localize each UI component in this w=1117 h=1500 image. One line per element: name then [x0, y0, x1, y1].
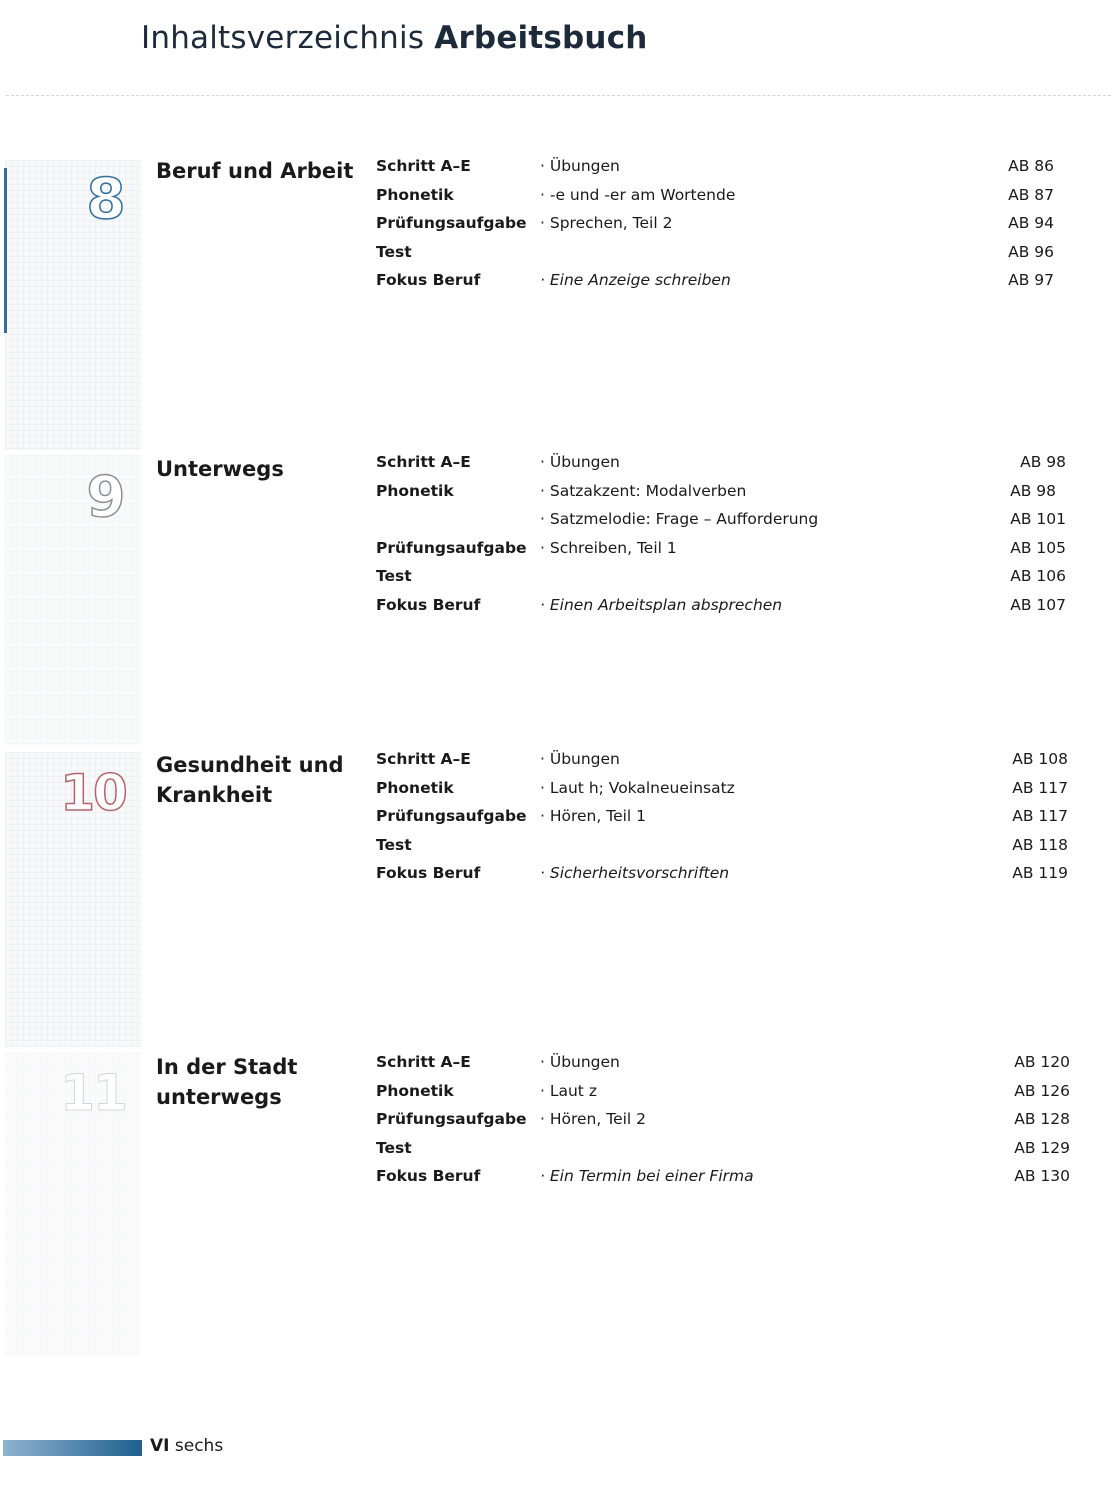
toc-row	[376, 1162, 1076, 1191]
row-page-ref: AB 129	[1014, 1138, 1070, 1157]
row-page-ref: AB 119	[1012, 864, 1068, 883]
row-category: Prüfungsaufgabe	[376, 214, 527, 233]
toc-row	[376, 152, 1076, 181]
chapter-title: Beruf und Arbeit	[156, 159, 354, 183]
page-title-light: Inhaltsverzeichnis	[141, 20, 425, 56]
row-page-ref: AB 118	[1012, 835, 1068, 854]
page-title	[141, 20, 648, 56]
row-category: Fokus Beruf	[376, 864, 481, 883]
row-topic: · Laut h; Vokalneueinsatz	[540, 778, 735, 797]
chapter-number: 9	[86, 465, 126, 530]
chapter-rows	[376, 448, 1076, 620]
toc-row	[376, 1077, 1076, 1106]
toc-row	[376, 266, 1076, 295]
row-topic: · Sprechen, Teil 2	[540, 214, 673, 233]
toc-row	[376, 1134, 1076, 1163]
row-topic: · Übungen	[540, 453, 620, 471]
row-page-ref: AB 98	[1010, 481, 1056, 500]
row-page-ref: AB 107	[1010, 595, 1066, 614]
row-category: Schritt A–E	[376, 750, 471, 768]
header-divider	[6, 95, 1111, 96]
row-page-ref: AB 128	[1014, 1110, 1070, 1129]
toc-row	[376, 831, 1076, 860]
row-page-ref: AB 117	[1012, 778, 1068, 797]
row-category: Test	[376, 242, 412, 261]
row-topic: · Satzakzent: Modalverben	[540, 481, 747, 500]
row-topic: · Hören, Teil 2	[540, 1110, 647, 1129]
row-category: Test	[376, 835, 412, 854]
page-number	[150, 1436, 223, 1456]
row-category: Schritt A–E	[376, 157, 471, 175]
chapter-title: In der Stadt unterwegs	[156, 1055, 298, 1109]
toc-row	[376, 1105, 1076, 1134]
row-category: Prüfungsaufgabe	[376, 1110, 527, 1129]
chapter-accent-line	[4, 168, 7, 333]
row-page-ref: AB 117	[1012, 807, 1068, 826]
chapter-number: 10	[60, 764, 126, 822]
toc-row	[376, 562, 1076, 591]
row-page-ref: AB 105	[1010, 538, 1066, 557]
toc-row	[376, 1048, 1076, 1077]
toc-row	[376, 802, 1076, 831]
chapter-number: 8	[86, 167, 126, 232]
row-topic: · Hören, Teil 1	[540, 807, 647, 826]
chapter-rows	[376, 745, 1076, 888]
row-page-ref: AB 126	[1014, 1081, 1070, 1100]
toc-row	[376, 859, 1076, 888]
row-category: Phonetik	[376, 481, 454, 500]
row-category: Prüfungsaufgabe	[376, 538, 527, 557]
toc-row	[376, 774, 1076, 803]
row-category: Prüfungsaufgabe	[376, 807, 527, 826]
row-topic: · Eine Anzeige schreiben	[540, 271, 731, 290]
page-number-roman: VI	[150, 1436, 170, 1456]
footer-accent-bar	[3, 1440, 142, 1456]
row-topic: · Ein Termin bei einer Firma	[540, 1167, 754, 1186]
row-category: Fokus Beruf	[376, 1167, 481, 1186]
row-category: Fokus Beruf	[376, 271, 481, 290]
row-category: Fokus Beruf	[376, 595, 481, 614]
toc-row	[376, 448, 1076, 477]
row-category: Phonetik	[376, 778, 454, 797]
row-topic: · Übungen	[540, 750, 620, 768]
row-topic: · Schreiben, Teil 1	[540, 538, 677, 557]
toc-row	[376, 209, 1076, 238]
chapter-number: 11	[60, 1064, 126, 1122]
row-page-ref: AB 86	[1008, 157, 1054, 175]
row-topic: · Übungen	[540, 1053, 620, 1071]
chapter-rows	[376, 1048, 1076, 1191]
row-page-ref: AB 120	[1014, 1053, 1070, 1071]
row-category: Test	[376, 567, 412, 586]
page-title-bold: Arbeitsbuch	[434, 20, 648, 56]
row-topic: · -e und -er am Wortende	[540, 185, 736, 204]
row-category: Schritt A–E	[376, 1053, 471, 1071]
row-page-ref: AB 96	[1008, 242, 1054, 261]
row-category: Phonetik	[376, 185, 454, 204]
row-page-ref: AB 87	[1008, 185, 1054, 204]
row-topic: · Einen Arbeitsplan absprechen	[540, 595, 783, 614]
row-topic: · Übungen	[540, 157, 620, 175]
chapter-rows	[376, 152, 1076, 295]
row-page-ref: AB 101	[1010, 510, 1066, 529]
row-category: Test	[376, 1138, 412, 1157]
toc-row	[376, 181, 1076, 210]
row-topic: · Laut z	[540, 1081, 597, 1100]
row-page-ref: AB 98	[1020, 453, 1066, 471]
toc-row	[376, 505, 1076, 534]
toc-row	[376, 591, 1076, 620]
row-page-ref: AB 94	[1008, 214, 1054, 233]
toc-row	[376, 477, 1076, 506]
row-page-ref: AB 108	[1012, 750, 1068, 768]
chapter-title: Unterwegs	[156, 457, 284, 481]
row-category: Phonetik	[376, 1081, 454, 1100]
row-page-ref: AB 97	[1008, 271, 1054, 290]
toc-row	[376, 238, 1076, 267]
row-category: Schritt A–E	[376, 453, 471, 471]
row-page-ref: AB 106	[1010, 567, 1066, 586]
row-page-ref: AB 130	[1014, 1167, 1070, 1186]
toc-row	[376, 534, 1076, 563]
row-topic: · Satzmelodie: Frage – Aufforderung	[540, 510, 819, 529]
toc-row	[376, 745, 1076, 774]
chapter-title: Gesundheit und Krankheit	[156, 753, 344, 807]
row-topic: · Sicherheitsvorschriften	[540, 864, 730, 883]
page-number-word: sechs	[174, 1436, 224, 1456]
